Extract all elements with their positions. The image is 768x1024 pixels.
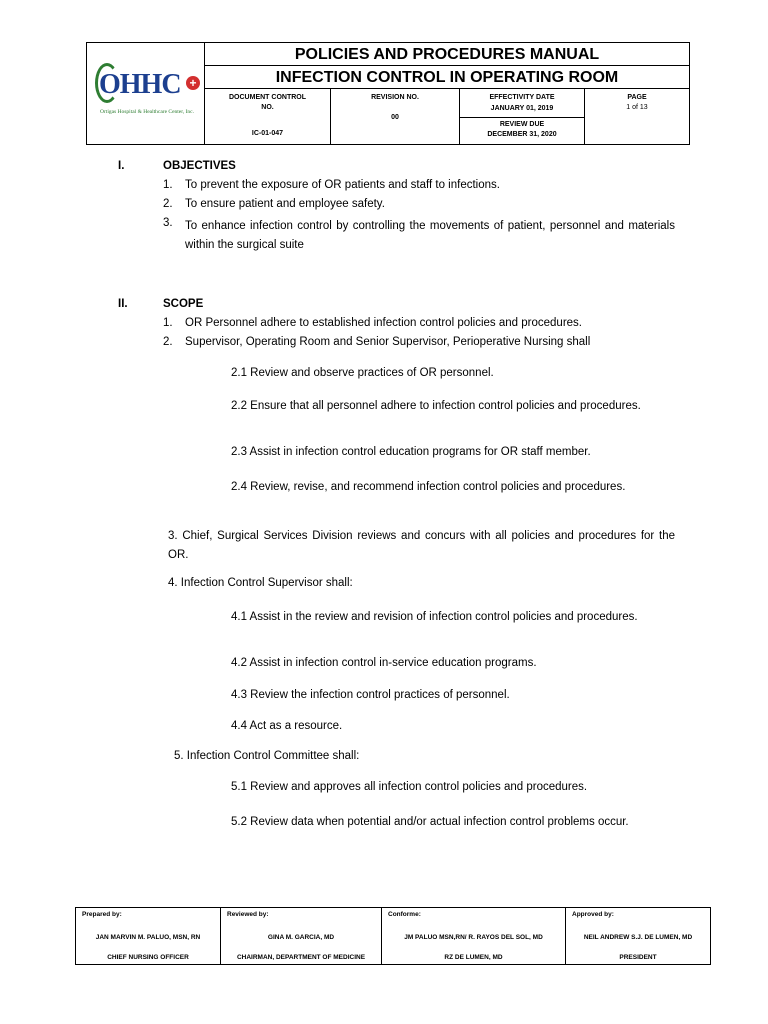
effectivity-value: JANUARY 01, 2019 bbox=[490, 105, 554, 112]
section-title-scope: SCOPE bbox=[163, 298, 204, 310]
effectivity-label: EFFECTIVITY DATE bbox=[489, 94, 555, 101]
list-item-text: Supervisor, Operating Room and Senior Supervisor, Perioperative Nursing shall bbox=[185, 336, 591, 348]
section-title-objectives: OBJECTIVES bbox=[163, 160, 236, 172]
approved-cell bbox=[566, 908, 710, 964]
conforme-cell bbox=[382, 908, 566, 964]
reviewed-role: CHAIRMAN, DEPARTMENT OF MEDICINE bbox=[236, 954, 366, 961]
approved-label: Approved by: bbox=[572, 911, 614, 918]
list-item-number: 1. bbox=[163, 317, 173, 329]
doc-control-label: DOCUMENT CONTROL NO. bbox=[229, 94, 306, 111]
section-number-objectives: I. bbox=[118, 160, 125, 172]
paragraph-4: 4. Infection Control Supervisor shall: bbox=[168, 577, 353, 589]
page-label: PAGE bbox=[627, 94, 647, 101]
review-due-value: DECEMBER 31, 2020 bbox=[487, 131, 557, 138]
document-header bbox=[86, 42, 690, 145]
logo: OHHC bbox=[99, 69, 181, 100]
list-item-text: To prevent the exposure of OR patients and staff to infections. bbox=[185, 179, 500, 191]
signature-table bbox=[75, 907, 711, 965]
doc-control-value: IC-01-047 bbox=[251, 130, 284, 137]
list-item-number: 1. bbox=[163, 179, 173, 191]
list-item-text: To ensure patient and employee safety. bbox=[185, 198, 385, 210]
conforme-name: JM PALUO MSN,RN/ R. RAYOS DEL SOL, MD bbox=[404, 934, 543, 941]
reviewed-cell bbox=[221, 908, 382, 964]
page-cell bbox=[585, 89, 689, 144]
effectivity-divider bbox=[460, 117, 584, 118]
paragraph-4-4: 4.4 Act as a resource. bbox=[231, 720, 343, 732]
prepared-cell bbox=[76, 908, 221, 964]
conforme-role: RZ DE LUMEN, MD bbox=[444, 954, 503, 961]
reviewed-name: GINA M. GARCIA, MD bbox=[267, 934, 335, 941]
list-item-number: 3. bbox=[163, 217, 173, 229]
approved-role: PRESIDENT bbox=[619, 954, 657, 961]
manual-title: POLICIES AND PROCEDURES MANUAL bbox=[205, 43, 689, 66]
document-title: INFECTION CONTROL IN OPERATING ROOM bbox=[205, 66, 689, 89]
paragraph-4-2: 4.2 Assist in infection control in-service education programs. bbox=[231, 657, 537, 669]
paragraph-5: 5. Infection Control Committee shall: bbox=[174, 750, 360, 762]
section-number-scope: II. bbox=[118, 298, 128, 310]
prepared-role: CHIEF NURSING OFFICER bbox=[107, 954, 189, 961]
conforme-label: Conforme: bbox=[388, 911, 421, 918]
review-due-label: REVIEW DUE bbox=[499, 121, 545, 128]
logo-cell bbox=[87, 43, 205, 144]
approved-name: NEIL ANDREW S.J. DE LUMEN, MD bbox=[583, 934, 693, 941]
doc-control-cell bbox=[205, 89, 331, 144]
paragraph-3: 3. Chief, Surgical Services Division reviews and concurs with all policies and procedures for the OR. bbox=[168, 530, 675, 561]
paragraph-4-1: 4.1 Assist in the review and revision of infection control policies and procedures. bbox=[231, 611, 638, 623]
paragraph-2-1: 2.1 Review and observe practices of OR personnel. bbox=[231, 367, 494, 379]
revision-cell bbox=[331, 89, 460, 144]
paragraph-2-2: 2.2 Ensure that all personnel adhere to infection control policies and procedures. bbox=[231, 400, 641, 412]
logo-subtitle: Ortigas Hospital & Healthcare Center, Inc. bbox=[99, 109, 194, 115]
paragraph-2-3: 2.3 Assist in infection control education programs for OR staff member. bbox=[231, 446, 591, 458]
revision-label: REVISION NO. bbox=[371, 94, 419, 101]
revision-value: 00 bbox=[391, 114, 399, 121]
paragraph-5-2: 5.2 Review data when potential and/or actual infection control problems occur. bbox=[231, 816, 629, 828]
list-item-text: OR Personnel adhere to established infection control policies and procedures. bbox=[185, 317, 582, 329]
paragraph-4-3: 4.3 Review the infection control practices of personnel. bbox=[231, 689, 510, 701]
logo-plus-icon: + bbox=[186, 76, 200, 90]
paragraph-2-4: 2.4 Review, revise, and recommend infection control policies and procedures. bbox=[231, 481, 626, 493]
list-item-text: To enhance infection control by controlling the movements of patient, personnel and materials within the surgical suite bbox=[185, 220, 675, 251]
prepared-name: JAN MARVIN M. PALUO, MSN, RN bbox=[95, 934, 201, 941]
list-item-number: 2. bbox=[163, 336, 173, 348]
page-value: 1 of 13 bbox=[626, 104, 648, 111]
prepared-label: Prepared by: bbox=[82, 911, 122, 918]
effectivity-cell bbox=[460, 89, 585, 144]
list-item-number: 2. bbox=[163, 198, 173, 210]
reviewed-label: Reviewed by: bbox=[227, 911, 269, 918]
paragraph-5-1: 5.1 Review and approves all infection control policies and procedures. bbox=[231, 781, 588, 793]
